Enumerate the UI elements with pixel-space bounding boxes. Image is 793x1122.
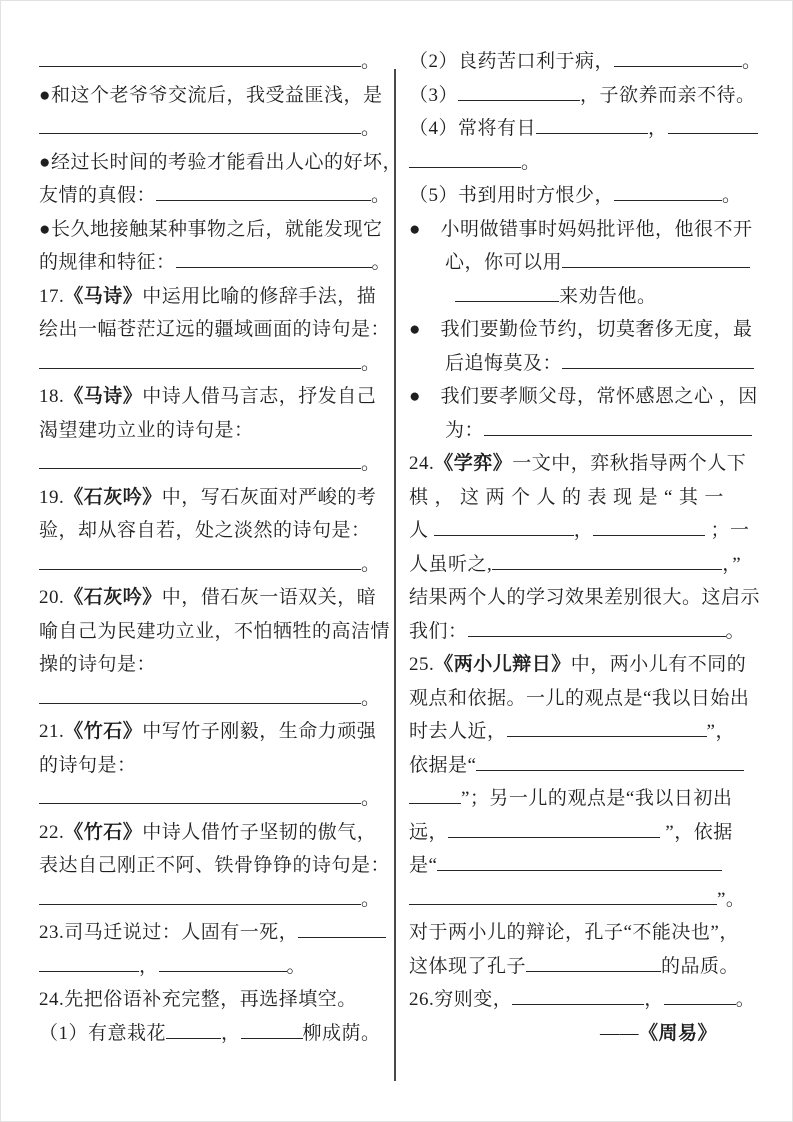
line-text: 。	[742, 51, 762, 72]
line-text: 25.	[409, 654, 435, 675]
book-title: 《竹石》	[64, 821, 143, 843]
worksheet-line	[409, 514, 765, 548]
answer-blank	[39, 48, 361, 67]
worksheet-line	[409, 280, 765, 314]
line-text: 。	[361, 788, 381, 809]
line-text: 的品质。	[661, 955, 740, 977]
line-text: 的诗句是：	[39, 754, 137, 776]
line-text: ● 我们要勤俭节约，切莫奢侈无度，最	[409, 319, 753, 340]
answer-blank	[614, 182, 722, 201]
worksheet-line	[39, 916, 395, 950]
worksheet-line	[409, 313, 765, 347]
line-text: ● 小明做错事时妈妈批评他，他很不开	[409, 218, 753, 240]
worksheet-line	[409, 45, 765, 79]
line-text: ● 我们要孝顺父母，常怀感恩之心 ，因	[409, 386, 758, 407]
line-text: 友情的真假：	[39, 185, 157, 206]
worksheet-line	[409, 548, 765, 582]
line-text: 。	[361, 687, 381, 709]
line-text: 。	[361, 553, 381, 575]
worksheet-line	[409, 79, 765, 113]
line-text: 。	[725, 620, 746, 642]
worksheet-line	[39, 313, 395, 347]
line-text: 。	[361, 888, 381, 910]
line-text: 。	[735, 989, 756, 1010]
worksheet-line	[39, 347, 395, 381]
line-text: 22.	[39, 821, 65, 843]
line-text: ，子欲养而亲不待。	[580, 84, 756, 106]
worksheet-line	[39, 950, 395, 984]
worksheet-line	[409, 380, 765, 414]
line-text: （5）书到用时方恨少，	[409, 185, 615, 206]
line-text: 人	[409, 520, 434, 541]
answer-blank	[39, 684, 361, 703]
line-text: 对于两小儿的辩论，孔子“不能决也”，	[409, 922, 739, 943]
line-text: ●经过长时间的考验才能看出人心的好坏，	[39, 151, 402, 173]
line-text: 观点和依据。一儿的观点是“我以日始出	[409, 687, 750, 709]
line-text: （4）常将有日	[409, 118, 537, 139]
line-text: ，	[648, 118, 668, 139]
line-text: （3）	[409, 84, 459, 106]
worksheet-line	[39, 816, 395, 850]
answer-blank	[448, 818, 660, 837]
line-text: 中诗人借马言志，抒发自己	[142, 386, 377, 407]
line-text: 柳成荫。	[302, 1022, 381, 1044]
line-text: 来劝告他。	[559, 285, 657, 307]
worksheet-line	[39, 146, 402, 180]
line-text: 心，你可以用	[445, 252, 563, 273]
worksheet-line	[409, 112, 765, 146]
book-title: 《石灰吟》	[64, 486, 162, 508]
worksheet-line	[39, 648, 395, 682]
line-text: ●长久地接触某种事物之后，就能发现它	[39, 218, 383, 240]
left-column	[39, 45, 402, 1050]
worksheet-line	[39, 548, 395, 582]
line-text: 24.先把俗语补充完整，再选择填空。	[39, 989, 357, 1010]
book-title: 《两小儿辩日》	[434, 654, 571, 675]
worksheet-line	[39, 213, 395, 247]
answer-blank	[409, 148, 521, 167]
line-text: ”。	[717, 888, 746, 910]
worksheet-line	[409, 414, 765, 448]
worksheet-line	[39, 280, 395, 314]
answer-blank	[159, 952, 287, 971]
line-text: 中运用比喻的修辞手法，描	[142, 285, 377, 307]
worksheet-line	[39, 849, 395, 883]
line-text: 这体现了孔子	[409, 955, 527, 977]
worksheet-line	[409, 347, 765, 381]
worksheet-line	[39, 715, 395, 749]
worksheet-line	[409, 715, 765, 749]
line-text: 依据是“	[409, 754, 477, 776]
line-text: （1）有意栽花	[39, 1022, 167, 1044]
worksheet-line	[39, 682, 395, 716]
worksheet-line	[39, 514, 395, 548]
line-text: 绘出一幅苍茫辽远的疆域画面的诗句是：	[39, 319, 391, 340]
answer-blank	[437, 852, 722, 871]
line-text: ——	[599, 1022, 639, 1044]
line-text: ”，	[706, 721, 735, 742]
answer-blank	[507, 718, 707, 737]
book-title: 《马诗》	[64, 386, 143, 407]
line-text: 26.穷则变，	[409, 989, 513, 1010]
answer-blank	[39, 349, 361, 368]
worksheet-columns	[39, 45, 765, 1050]
answer-blank	[484, 416, 752, 435]
answer-blank	[562, 249, 750, 268]
line-text: ●和这个老爷爷交流后，我受益匪浅，是	[39, 84, 383, 106]
line-text: 喻自己为民建功立业，不怕牺牲的高洁情	[39, 620, 391, 642]
worksheet-line	[409, 782, 765, 816]
worksheet-line	[409, 816, 765, 850]
line-text: ；一	[705, 520, 750, 541]
line-text: ，	[139, 955, 159, 977]
worksheet-line	[39, 983, 395, 1017]
line-text: 中，两小儿有不同的	[570, 654, 747, 675]
worksheet-line	[39, 1017, 395, 1051]
line-text: 操的诗句是：	[39, 654, 157, 675]
line-text: 远，	[409, 821, 449, 843]
line-text: 。	[371, 185, 391, 206]
worksheet-line	[39, 79, 395, 113]
worksheet-line	[409, 849, 765, 883]
line-text: 21.	[39, 721, 65, 742]
worksheet-line	[39, 749, 395, 783]
line-text: 棋，这两个人的表现是“其一	[409, 486, 730, 508]
worksheet-line	[39, 481, 395, 515]
line-text: 20.	[39, 587, 65, 608]
worksheet-line	[409, 883, 765, 917]
line-text: （2）良药苦口利于病，	[409, 51, 615, 72]
line-text: 。	[361, 453, 381, 474]
line-text: 时去人近，	[409, 721, 507, 742]
book-title: 《周易》	[638, 1022, 717, 1044]
line-text: 。	[371, 252, 392, 273]
answer-blank	[39, 885, 361, 904]
line-text: 中，写石灰面对严峻的考	[161, 486, 377, 508]
worksheet-line	[409, 481, 765, 515]
worksheet-line	[409, 146, 765, 180]
line-text: 。	[361, 51, 381, 72]
line-text: 表达自己刚正不阿、铁骨铮铮的诗句是：	[39, 855, 391, 876]
book-title: 《学弈》	[434, 453, 513, 474]
line-text: 。	[361, 118, 381, 139]
line-text: 我们：	[409, 620, 468, 642]
answer-blank	[434, 517, 574, 536]
line-text: 19.	[39, 486, 65, 508]
worksheet-line	[409, 648, 765, 682]
worksheet-line	[409, 581, 765, 615]
line-text: 。	[286, 955, 307, 977]
worksheet-line	[39, 179, 395, 213]
line-text: ”，依据	[660, 821, 733, 843]
line-text: 渴望建功立业的诗句是：	[39, 419, 254, 441]
line-text: ，”	[722, 553, 742, 575]
worksheet-line	[39, 380, 395, 414]
worksheet-line	[409, 916, 765, 950]
line-text: ，	[221, 1022, 241, 1044]
worksheet-line	[39, 782, 395, 816]
worksheet-line	[409, 447, 765, 481]
answer-blank	[664, 986, 736, 1005]
line-text: 中，借石灰一语双关，暗	[161, 587, 377, 608]
worksheet-line	[39, 883, 395, 917]
worksheet-line	[39, 414, 395, 448]
answer-blank	[39, 952, 139, 971]
answer-blank	[39, 550, 361, 569]
answer-blank	[536, 115, 648, 134]
worksheet-line	[39, 45, 395, 79]
line-text: 17.	[39, 285, 65, 307]
worksheet-line	[39, 246, 395, 280]
answer-blank	[409, 885, 717, 904]
line-text: 。	[722, 185, 742, 206]
answer-blank	[241, 1019, 303, 1038]
worksheet-line	[409, 213, 765, 247]
answer-blank	[409, 785, 461, 804]
line-text: 人虽听之,	[409, 553, 493, 575]
worksheet-line	[39, 615, 395, 649]
worksheet-line	[409, 983, 765, 1017]
answer-blank	[593, 517, 705, 536]
line-text: ，	[573, 520, 594, 541]
line-text: ，	[644, 989, 664, 1010]
answer-blank	[668, 115, 758, 134]
book-title: 《马诗》	[64, 285, 143, 307]
line-text: 23.司马迁说过：人固有一死，	[39, 922, 299, 943]
line-text: 是“	[409, 855, 438, 876]
worksheet-line	[409, 682, 765, 716]
line-text: 验，却从容自若，处之淡然的诗句是：	[39, 520, 371, 541]
answer-blank	[492, 550, 722, 569]
answer-blank	[455, 282, 559, 301]
answer-blank	[39, 785, 361, 804]
line-text: 中写竹子刚毅，生命力顽强	[142, 721, 377, 742]
answer-blank	[526, 952, 661, 971]
answer-blank	[156, 182, 371, 201]
answer-blank	[562, 349, 754, 368]
answer-blank	[298, 919, 386, 938]
line-text: 一文中，弈秋指导两个人下	[512, 453, 747, 474]
line-text: 为：	[445, 419, 485, 441]
answer-blank	[39, 115, 361, 134]
line-text: 的规律和特征：	[39, 252, 176, 273]
answer-blank	[458, 81, 580, 100]
book-title: 《石灰吟》	[64, 587, 162, 608]
worksheet-line	[409, 1017, 765, 1051]
book-title: 《竹石》	[64, 721, 143, 742]
worksheet-line	[409, 749, 765, 783]
line-text: 24.	[409, 453, 435, 474]
worksheet-line	[39, 112, 395, 146]
worksheet-line	[39, 447, 395, 481]
line-text: 中诗人借竹子坚韧的傲气，	[142, 821, 377, 843]
answer-blank	[468, 617, 726, 636]
line-text: 。	[521, 151, 541, 173]
worksheet-line	[409, 615, 765, 649]
right-column	[409, 45, 765, 1050]
worksheet-line	[39, 581, 395, 615]
answer-blank	[39, 450, 361, 469]
worksheet-line	[409, 246, 765, 280]
answer-blank	[476, 751, 744, 770]
answer-blank	[176, 249, 372, 268]
line-text: 结果两个人的学习效果差别很大。这启示	[409, 587, 761, 608]
answer-blank	[166, 1019, 221, 1038]
worksheet-line	[409, 950, 765, 984]
answer-blank	[512, 986, 644, 1005]
line-text: 后追悔莫及：	[445, 352, 563, 374]
line-text: 18.	[39, 386, 65, 407]
worksheet-line	[409, 179, 765, 213]
answer-blank	[614, 48, 742, 67]
line-text: 。	[361, 352, 381, 374]
line-text: ”；另一儿的观点是“我以日初出	[461, 788, 733, 809]
